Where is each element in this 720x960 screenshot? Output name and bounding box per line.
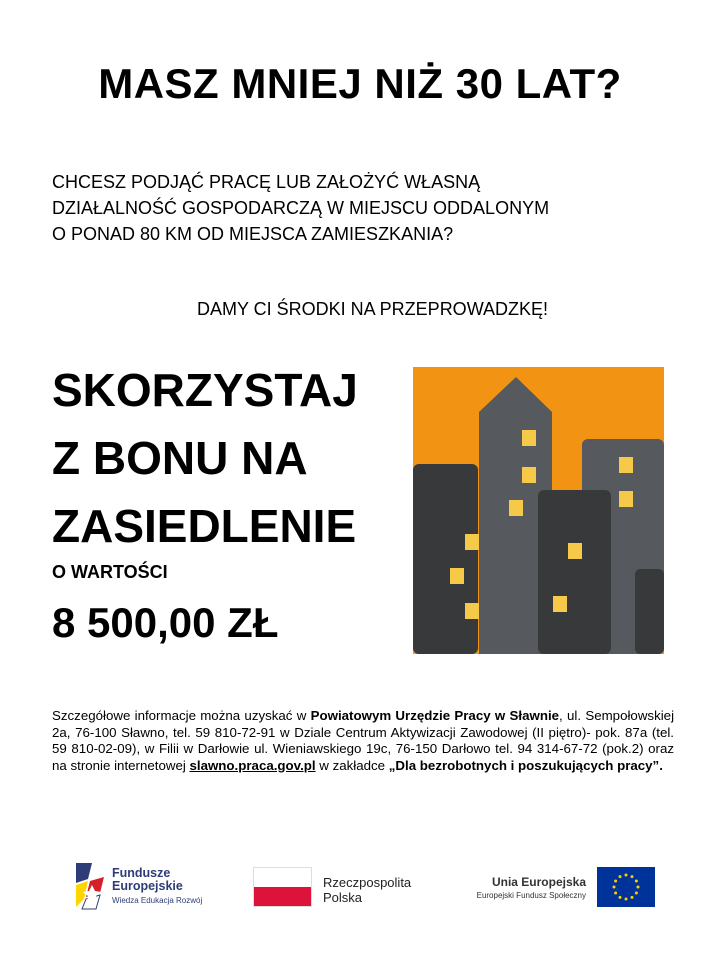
fe-name [112,867,232,893]
question-line: O PONAD 80 KM OD MIEJSCA ZAMIESZKANIA? [52,224,454,244]
amount-value: 8 500,00 ZŁ [52,599,279,646]
headline-line: Z BONU NA [52,432,308,484]
value-label: O WARTOŚCI [52,562,168,582]
window [465,603,479,619]
eu-star [635,892,638,895]
eu-star [637,886,640,889]
building [538,490,611,654]
question-line: DZIAŁALNOŚĆ GOSPODARCZĄ W MIEJSCU ODDALONYM [52,198,550,218]
building [635,569,664,654]
city-buildings-icon [413,367,664,654]
rp-line: Rzeczpospolita [323,875,412,890]
website-link[interactable]: slawno.praca.gov.pl [189,757,316,773]
window [522,430,536,446]
window [509,500,523,516]
eu-star [631,896,634,899]
window [553,596,567,612]
eu-star [625,874,628,877]
eu-star [631,875,634,878]
polish-flag-icon [253,867,312,907]
headline-line: SKORZYSTAJ [52,364,358,416]
eu-star [635,880,638,883]
eu-star [619,896,622,899]
tagline: DAMY CI ŚRODKI NA PRZEPROWADZKĘ! [196,299,549,319]
eu-star [614,892,617,895]
eu-star [613,886,616,889]
rp-name [323,875,411,905]
question-text [52,169,614,247]
headline-block [52,356,358,654]
page-title: MASZ MNIEJ NIŻ 30 LAT? [98,60,622,107]
question-line: CHCESZ PODJĄĆ PRACĘ LUB ZAŁOŻYĆ WŁASNĄ [52,172,481,192]
fe-line: Europejskie [112,879,183,893]
window [465,534,479,550]
window [522,467,536,483]
info-text: Szczegółowe informacje można uzyskać w [52,708,311,723]
window [450,568,464,584]
info-text: , ul. Sempołowskiej 2a, 76-100 Sławno, tel. 59 810-72-91 w Dziale Centrum Aktywizacji Zawodowej (II piętro)- pok. 87a (tel. 59 810-02-09), w Filii w Darłowie ul. Wieniawskiego 19c, 76-150 Darłowo tel. 94 314-67-72 (pok.2) oraz na stronie internetowej [52,708,675,773]
rp-line: Polska [323,890,363,905]
fundusze-europejskie-logo [74,859,203,916]
office-name: Powiatowym Urzędzie Pracy w Sławnie [310,708,560,723]
info-paragraph [52,708,674,774]
headline-line: ZASIEDLENIE [52,500,357,552]
fe-line: Fundusze [112,866,171,880]
eu-star [614,880,617,883]
eu-flag-icon [597,867,655,907]
fe-subtitle: Wiedza Edukacja Rozwój [112,896,203,905]
funding-logos [0,855,720,925]
ue-subtitle: Europejski Fundusz Społeczny [476,891,586,900]
ue-name: Unia Europejska [491,875,586,889]
eu-star [619,875,622,878]
info-text: w zakładce [315,757,389,773]
window [568,543,582,559]
building [413,464,478,654]
eu-star [625,898,628,901]
window [619,491,633,507]
window [619,457,633,473]
fe-star-icon [74,859,108,911]
tab-name: „Dla bezrobotnych i poszukujących pracy”. [388,757,663,773]
